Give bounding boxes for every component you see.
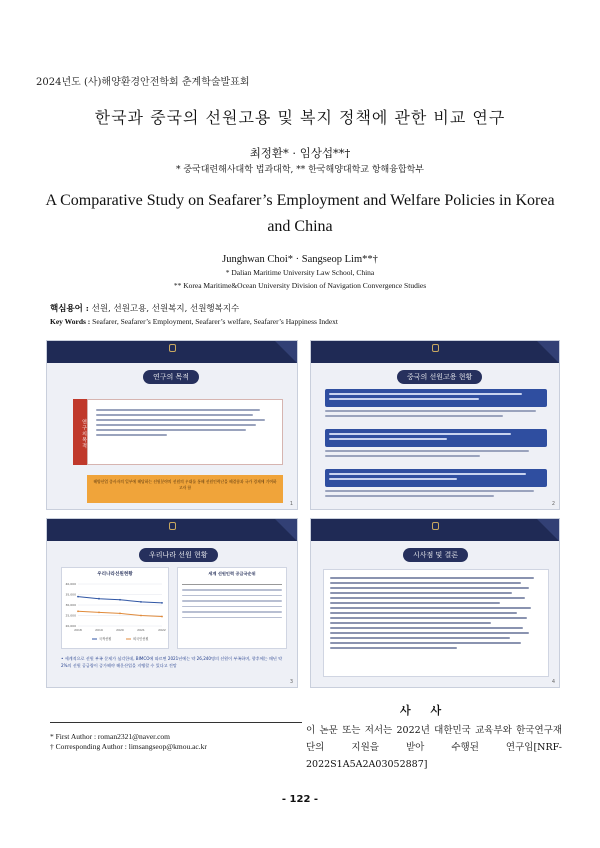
keywords-english-text: Seafarer, Seafarer’s Employment, Seafarer’s welfare, Seafarer’s Happiness Indext (92, 317, 338, 326)
slide-page-number: 2 (551, 501, 555, 507)
seafarer-caption-text: • 세계적으로 선원 부족 문제가 심각한데, BIMCO에 따르면 2021년에는 약 26,240명의 선원이 부족하며, 향후에는 매년 약 2%의 선원 공급량이 증가해야 해운산업을 지탱할 수 있다고 전망 (61, 656, 283, 668)
page-number: - 122 - (281, 794, 319, 805)
chart-x-tick-label: 2022 (158, 628, 166, 632)
chart-data-point (161, 616, 163, 618)
chart-data-point (98, 611, 100, 613)
conclusion-text-block (323, 569, 549, 677)
emblem-icon (169, 522, 176, 530)
paper-title-korean: 한국과 중국의 선원고용 및 복지 정책에 관한 비교 연구 (94, 108, 506, 127)
seafarer-line-chart (62, 578, 168, 648)
authors-korean: 최정환* · 임상섭**† (249, 146, 351, 160)
chart-data-point (140, 615, 142, 617)
seafarer-caption (61, 655, 287, 669)
purpose-content-box (87, 399, 283, 465)
china-point-2 (325, 429, 547, 459)
china-point-1 (325, 389, 547, 419)
ranking-table-body (182, 589, 282, 618)
chart-data-point (98, 598, 100, 600)
chart-legend-label: 외국인선원 (133, 637, 149, 642)
slide-research-purpose (46, 340, 298, 510)
chart-legend-label: 국적선원 (99, 637, 112, 642)
chart-data-point (161, 602, 163, 604)
slide-title: 연구의 목적 (143, 370, 199, 384)
supply-ranking-panel (177, 567, 287, 649)
slide-title: 시사점 및 결론 (403, 548, 468, 562)
chart-data-point (77, 596, 79, 598)
emblem-icon (432, 344, 439, 352)
affiliation-english-2: ** Korea Maritime&Ocean University Division of Navigation Convergence Studies (173, 281, 427, 290)
keywords-korean-label: 핵심용어 : (50, 304, 89, 314)
chart-y-tick-label: 20,000 (65, 624, 76, 628)
seafarer-chart-panel (61, 567, 169, 649)
slide-page-number: 4 (551, 679, 555, 685)
slide-korea-seafarers (46, 518, 298, 688)
side-label-box (73, 399, 87, 465)
paper-title-english: A Comparative Study on Seafarer’s Employment and Welfare Policies in Korea and China (45, 192, 555, 235)
affiliation-english-1: * Dalian Maritime University Law School, China (225, 268, 375, 277)
chart-x-tick-label: 2020 (116, 628, 124, 632)
slide-china-employment (310, 340, 560, 510)
footnote-corresponding-author: † Corresponding Author : limsangseop@kmou.ac.kr (50, 742, 207, 751)
chart-data-point (77, 610, 79, 612)
conference-header: 2024년도 (사)해양환경안전학회 춘계학술발표회 (36, 77, 250, 88)
chart-data-point (119, 613, 121, 615)
purpose-highlight-box (87, 475, 283, 503)
chart-y-tick-label: 40,000 (65, 582, 76, 586)
chart-y-tick-label: 25,000 (65, 613, 76, 618)
chart-data-point (140, 601, 142, 603)
slide-implications-conclusion (310, 518, 560, 688)
acknowledgement-title: 사 사 (400, 704, 450, 717)
emblem-icon (169, 344, 176, 352)
chart-y-tick-label: 30,000 (65, 603, 76, 607)
keywords-english (50, 317, 338, 326)
china-point-3 (325, 469, 547, 501)
slide-page-number: 1 (289, 501, 293, 507)
chart-title: 우리나라선원현황 (97, 572, 133, 577)
acknowledgement-text: 이 논문 또는 저서는 2022년 대한민국 교육부와 한국연구재단의 지원을 받아 수행된 연구임[NRF-2022S1A5A2A03052887] (306, 725, 562, 770)
keywords-korean (50, 302, 239, 314)
purpose-highlight-text: 해양산업 종사자의 일부에 해당하는 선원분야의 선원의 우대를 통해 선원인력난을 해결함과 국가 경제에 기여하고자 함 (93, 479, 277, 490)
chart-data-point (119, 599, 121, 601)
table-title: 세계 선원인력 공급국순위 (208, 571, 256, 576)
chart-x-tick-label: 2021 (137, 628, 145, 632)
side-label-text: 연구의목적 (81, 419, 87, 449)
footnote-first-author: * First Author : roman2321@naver.com (50, 732, 171, 741)
chart-x-tick-label: 2019 (95, 628, 103, 632)
keywords-korean-text: 선원, 선원고용, 선원복지, 선원행복지수 (91, 304, 240, 314)
authors-english: Junghwan Choi* · Sangseop Lim**† (222, 254, 378, 265)
affiliation-korean: * 중국대련해사대학 법과대학, ** 한국해양대학교 항해융합학부 (175, 165, 425, 175)
footnote-divider (50, 722, 302, 723)
ranking-table-header (182, 580, 282, 585)
emblem-icon (432, 522, 439, 530)
slide-title: 우리나라 선원 현황 (139, 548, 218, 562)
chart-y-tick-label: 35,000 (65, 592, 76, 597)
keywords-english-label: Key Words : (50, 317, 91, 326)
chart-x-tick-label: 2018 (74, 628, 82, 632)
slide-page-number: 3 (289, 679, 293, 685)
slide-title: 중국의 선원고용 현황 (397, 370, 482, 384)
